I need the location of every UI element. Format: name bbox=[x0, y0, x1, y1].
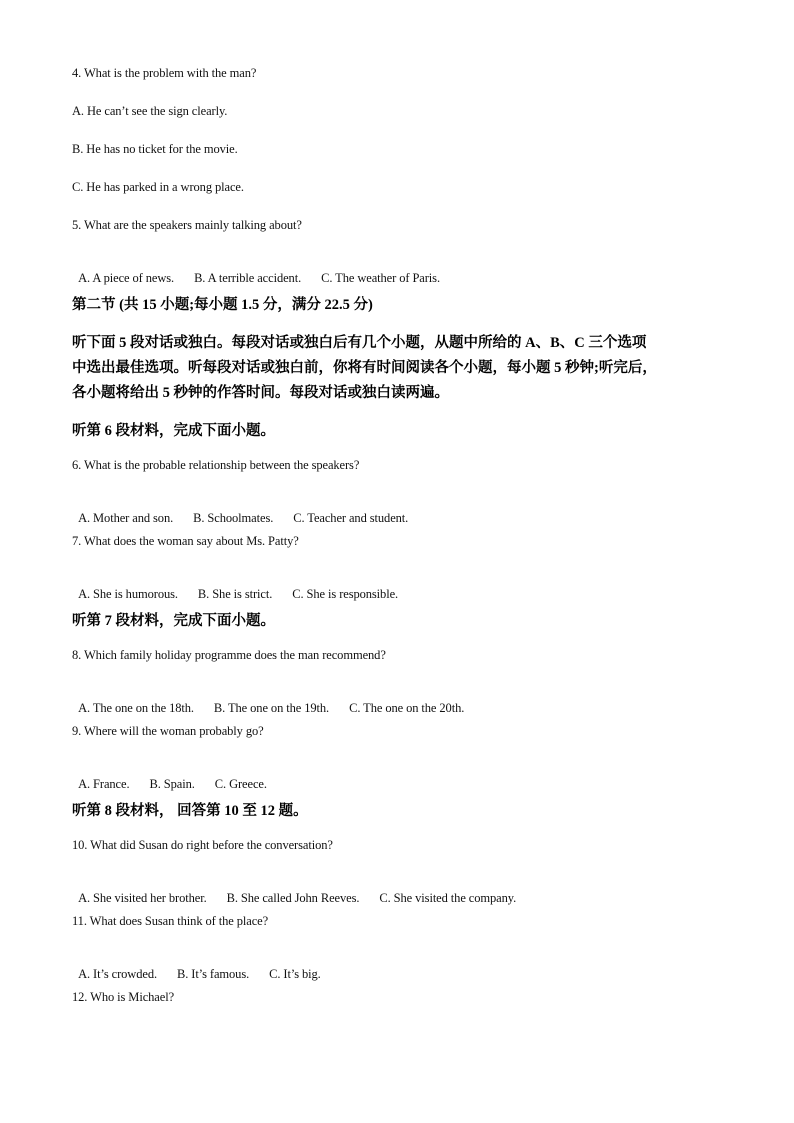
q9-option-b: B. Spain. bbox=[149, 777, 195, 791]
q11-option-b: B. It’s famous. bbox=[177, 967, 250, 981]
q10-option-c: C. She visited the company. bbox=[379, 891, 517, 905]
q4-option-a: A. He can’t see the sign clearly. bbox=[72, 104, 228, 118]
passage-8-heading: 听第 8 段材料， 回答第 10 至 12 题。 bbox=[72, 803, 308, 819]
section-2-instructions-line-1: 听下面 5 段对话或独白。每段对话或独白后有几个小题，从题中所给的 A、B、C 三个选项 bbox=[72, 335, 647, 351]
q10-options bbox=[72, 876, 516, 906]
question-11: 11. What does Susan think of the place? bbox=[72, 914, 269, 928]
passage-6-heading: 听第 6 段材料，完成下面小题。 bbox=[72, 423, 275, 439]
q9-option-c: C. Greece. bbox=[214, 777, 267, 791]
question-12: 12. Who is Michael? bbox=[72, 990, 175, 1004]
q7-options bbox=[72, 572, 398, 602]
question-9: 9. Where will the woman probably go? bbox=[72, 724, 264, 738]
q9-options bbox=[72, 762, 267, 792]
q6-option-c: C. Teacher and student. bbox=[293, 511, 409, 525]
section-2-heading: 第二节 (共 15 小题;每小题 1.5 分，满分 22.5 分) bbox=[72, 297, 373, 313]
q10-option-b: B. She called John Reeves. bbox=[226, 891, 360, 905]
q8-option-b: B. The one on the 19th. bbox=[213, 701, 330, 715]
question-10: 10. What did Susan do right before the conversation? bbox=[72, 838, 333, 852]
question-4: 4. What is the problem with the man? bbox=[72, 66, 257, 80]
question-8: 8. Which family holiday programme does the man recommend? bbox=[72, 648, 386, 662]
q7-option-c: C. She is responsible. bbox=[292, 587, 399, 601]
section-2-instructions-line-3: 各小题将给出 5 秒钟的作答时间。每段对话或独白读两遍。 bbox=[72, 385, 449, 401]
q11-option-a: A. It’s crowded. bbox=[78, 967, 157, 981]
question-7: 7. What does the woman say about Ms. Patty? bbox=[72, 534, 299, 548]
q4-option-b: B. He has no ticket for the movie. bbox=[72, 142, 238, 156]
q7-option-b: B. She is strict. bbox=[197, 587, 273, 601]
question-5: 5. What are the speakers mainly talking about? bbox=[72, 218, 302, 232]
q5-option-a: A. A piece of news. bbox=[78, 271, 175, 285]
q5-option-b: B. A terrible accident. bbox=[194, 271, 302, 285]
q7-option-a: A. She is humorous. bbox=[78, 587, 178, 601]
q6-option-a: A. Mother and son. bbox=[78, 511, 174, 525]
q11-options bbox=[72, 952, 321, 982]
q5-options bbox=[72, 256, 440, 286]
q6-option-b: B. Schoolmates. bbox=[193, 511, 274, 525]
q10-option-a: A. She visited her brother. bbox=[78, 891, 207, 905]
section-2-instructions-line-2: 中选出最佳选项。听每段对话或独白前，你将有时间阅读各个小题，每小题 5 秒钟;听完后， bbox=[72, 360, 657, 376]
q4-option-c: C. He has parked in a wrong place. bbox=[72, 180, 244, 194]
passage-7-heading: 听第 7 段材料，完成下面小题。 bbox=[72, 613, 275, 629]
q8-option-c: C. The one on the 20th. bbox=[349, 701, 465, 715]
q9-option-a: A. France. bbox=[78, 777, 130, 791]
q8-options bbox=[72, 686, 464, 716]
q11-option-c: C. It’s big. bbox=[269, 967, 321, 981]
q6-options bbox=[72, 496, 408, 526]
q5-option-c: C. The weather of Paris. bbox=[321, 271, 440, 285]
q8-option-a: A. The one on the 18th. bbox=[78, 701, 194, 715]
question-6: 6. What is the probable relationship between the speakers? bbox=[72, 458, 360, 472]
